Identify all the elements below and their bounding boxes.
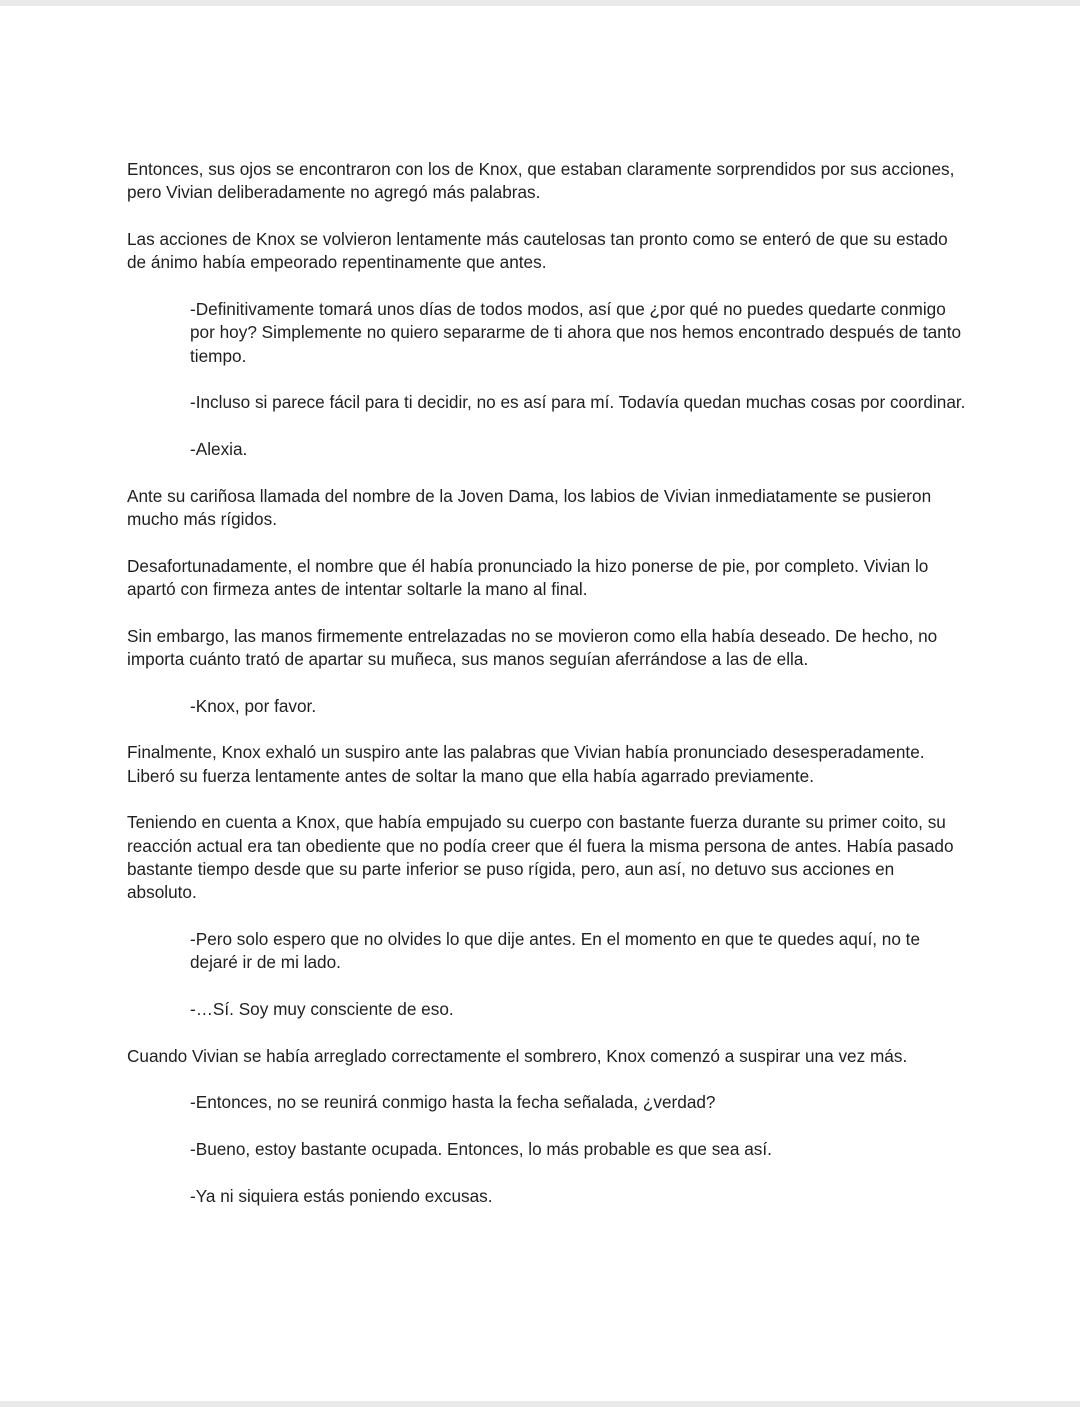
dialogue-line: -Pero solo espero que no olvides lo que dije antes. En el momento en que te quedes aquí, no te dejaré ir de mi lado. xyxy=(190,928,921,973)
narration-paragraph: Sin embargo, las manos firmemente entrelazadas no se movieron como ella había deseado. De hecho, no importa cuánto trató de apartar su muñeca, sus manos seguían aferrándose a las de ella. xyxy=(127,625,938,669)
narration-paragraph: Cuando Vivian se había arreglado correctamente el sombrero, Knox comenzó a suspirar una vez más. xyxy=(127,1045,908,1066)
narration-paragraph: Teniendo en cuenta a Knox, que había empujado su cuerpo con bastante fuerza durante su primer coito, su reacción actual era tan obediente que no podía creer que él fuera la misma persona de antes. Había pasado bastante tiempo desde que su parte inferior se puso rígida, pero, aun así, no detuvo sus acciones en absoluto. xyxy=(127,812,954,903)
dialogue-line: -Alexia. xyxy=(190,438,248,459)
narration-paragraph: Las acciones de Knox se volvieron lentamente más cautelosas tan pronto como se enteró de que su estado de ánimo había empeorado repentinamente que antes. xyxy=(127,228,948,273)
document-body xyxy=(127,158,967,1231)
narration-paragraph: Ante su cariñosa llamada del nombre de la Joven Dama, los labios de Vivian inmediatamente se pusieron mucho más rígidos. xyxy=(127,485,932,529)
dialogue-line: -Knox, por favor. xyxy=(190,695,317,716)
narration-paragraph: Desafortunadamente, el nombre que él había pronunciado la hizo ponerse de pie, por completo. Vivian lo apartó con firmeza antes de intentar soltarle la mano al final. xyxy=(127,555,929,599)
dialogue-line: -Incluso si parece fácil para ti decidir, no es así para mí. Todavía quedan muchas cosas por coordinar. xyxy=(190,392,966,413)
dialogue-line: -…Sí. Soy muy consciente de eso. xyxy=(190,998,454,1019)
narration-paragraph: Finalmente, Knox exhaló un suspiro ante las palabras que Vivian había pronunciado desesperadamente. Liberó su fuerza lentamente antes de soltar la mano que ella había agarrado previamente. xyxy=(127,742,925,786)
dialogue-line: -Entonces, no se reunirá conmigo hasta la fecha señalada, ¿verdad? xyxy=(190,1092,716,1113)
narration-paragraph: Entonces, sus ojos se encontraron con los de Knox, que estaban claramente sorprendidos por sus acciones, pero Vivian deliberadamente no agregó más palabras. xyxy=(127,159,955,203)
document-page xyxy=(0,6,1080,1401)
dialogue-line: -Ya ni siquiera estás poniendo excusas. xyxy=(190,1185,493,1206)
dialogue-line: -Definitivamente tomará unos días de todos modos, así que ¿por qué no puedes quedarte conmigo por hoy? Simplemente no quiero separarme de ti ahora que nos hemos encontrado después de tanto tiempo. xyxy=(190,298,962,366)
dialogue-line: -Bueno, estoy bastante ocupada. Entonces, lo más probable es que sea así. xyxy=(190,1138,772,1159)
